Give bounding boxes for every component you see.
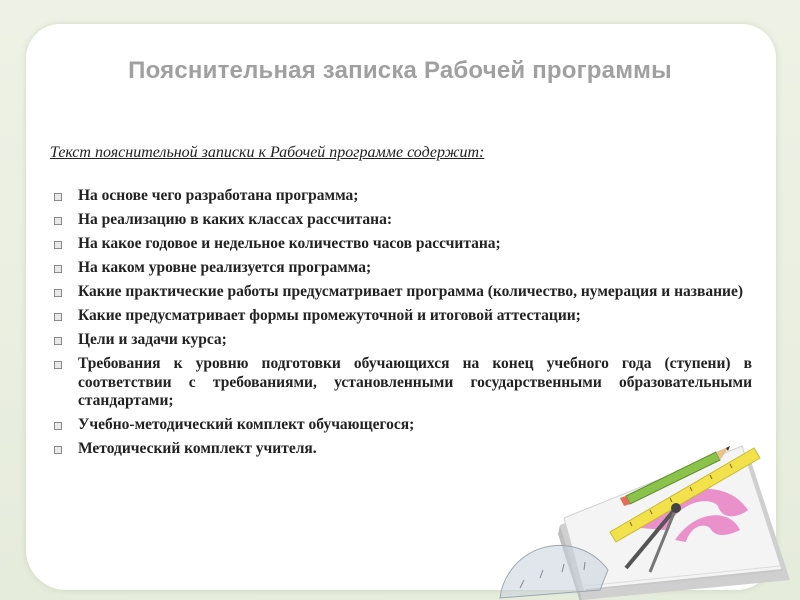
- list-item-text: На каком уровне реализуется программа;: [78, 259, 372, 276]
- page-title: Пояснительная записка Рабочей программы: [128, 57, 672, 84]
- bullet-icon: [54, 265, 62, 273]
- bullet-icon: [54, 241, 62, 249]
- list-item-text: На какое годовое и недельное количество часов рассчитана;: [78, 235, 501, 252]
- book-illustration: [490, 430, 790, 600]
- list-item: [50, 307, 752, 326]
- bullet-icon: [54, 289, 62, 297]
- bullet-icon: [54, 313, 62, 321]
- subtitle: Текст пояснительной записки к Рабочей программе содержит:: [50, 144, 485, 161]
- list-item: [50, 259, 752, 278]
- list-item-text: Какие практические работы предусматривает программа (количество, нумерация и название): [78, 283, 744, 300]
- list-item: [50, 331, 752, 350]
- list-item-text: Требования к уровню подготовки обучающихся на конец учебного года (ступени) в соответствии с требованиями, установленными государственными образовательными стандартами;: [78, 355, 752, 409]
- list-item-text: На основе чего разработана программа;: [78, 187, 359, 204]
- bullet-icon: [54, 446, 62, 454]
- list-item-text: На реализацию в каких классах рассчитана:: [78, 211, 393, 228]
- list-item: [50, 355, 752, 411]
- list-item: [50, 211, 752, 230]
- bullet-list: [50, 187, 752, 464]
- list-item: [50, 187, 752, 206]
- bullet-icon: [54, 193, 62, 201]
- bullet-icon: [54, 422, 62, 430]
- bullet-icon: [54, 217, 62, 225]
- list-item-text: Методический комплект учителя.: [78, 440, 317, 457]
- list-item: [50, 235, 752, 254]
- bullet-icon: [54, 361, 62, 369]
- list-item: [50, 283, 752, 302]
- list-item-text: Учебно-методический комплект обучающегося;: [78, 416, 415, 433]
- bullet-icon: [54, 337, 62, 345]
- list-item-text: Цели и задачи курса;: [78, 331, 227, 348]
- list-item-text: Какие предусматривает формы промежуточной и итоговой аттестации;: [78, 307, 581, 324]
